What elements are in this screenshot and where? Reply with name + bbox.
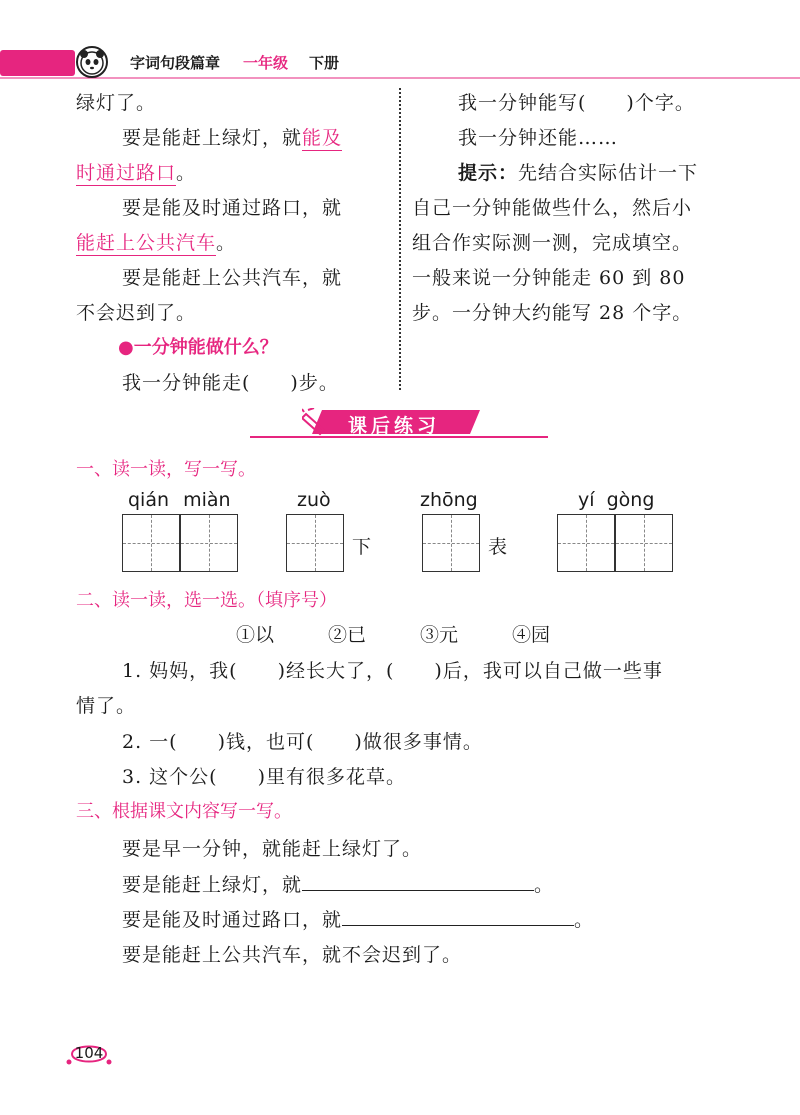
page-number: 104: [74, 1044, 104, 1062]
left-p2-answer-b: 时通过路口: [76, 162, 177, 184]
q1-line2: 情了。: [76, 695, 137, 717]
hint-line4: 一般来说一分钟能走 60 到 80: [412, 267, 686, 289]
hint-line2: 自己一分钟能做些什么，然后小: [412, 197, 693, 219]
option-3: ③元: [420, 624, 459, 646]
left-p2-prefix: 要是能赶上绿灯，就: [122, 127, 303, 149]
s3-line4: 要是能赶上公共汽车，就不会迟到了。: [122, 944, 463, 966]
left-p2-end: 。: [176, 162, 197, 184]
s3-line3: [122, 903, 594, 937]
left-p4-line2: 不会迟到了。: [76, 302, 197, 324]
option-2: ②已: [328, 624, 367, 646]
question-heading: ●一分钟能做什么？: [118, 337, 278, 358]
section3-title: 三、根据课文内容写一写。: [76, 801, 292, 822]
left-p3-answer: 能赶上公共汽车: [76, 232, 217, 254]
left-p2-answer-a: 能及: [302, 127, 343, 149]
s3-line3-end: 。: [574, 909, 595, 931]
q3: 3. 这个公( )里有很多花草。: [122, 766, 406, 788]
writing-box[interactable]: [557, 514, 615, 572]
banner-title: 课后练习: [348, 415, 441, 437]
header-bar: [0, 44, 800, 80]
pinyin-zhong: zhōng: [420, 489, 478, 511]
writing-box[interactable]: [122, 514, 180, 572]
left-p3-line1: 要是能及时通过路口，就: [122, 197, 343, 219]
hint-line5: 步。一分钟大约能写 28 个字。: [412, 302, 693, 324]
pinyin-zuo: zuò: [297, 489, 331, 511]
s3-line3-prefix: 要是能及时通过路口，就: [122, 909, 343, 931]
s3-line2-end: 。: [534, 874, 555, 896]
suffix-biao: 表: [488, 536, 509, 558]
hint-text-1: 先结合实际估计一下: [518, 162, 699, 184]
writing-box[interactable]: [180, 514, 238, 572]
section1-title: 一、读一读，写一写。: [76, 459, 256, 480]
options-row: [236, 620, 550, 647]
writing-box[interactable]: [286, 514, 344, 572]
left-p2-line1: [122, 121, 342, 155]
writing-box[interactable]: [422, 514, 480, 572]
s3-line2-prefix: 要是能赶上绿灯，就: [122, 874, 303, 896]
q2: 2. 一( )钱，也可( )做很多事情。: [122, 731, 483, 753]
pinyin-qian-mian: qián miàn: [128, 489, 231, 511]
grade-label: 一年级: [243, 54, 289, 72]
header-decoration: [0, 44, 800, 80]
book-title: 字词句段篇章: [130, 54, 221, 72]
panda-mascot-icon: [78, 48, 108, 78]
hint-line1: [458, 156, 698, 190]
q1-line1: 1. 妈妈，我( )经长大了，( )后，我可以自己做一些事: [122, 660, 663, 682]
answer-blank[interactable]: [302, 872, 534, 891]
practice-banner: [250, 404, 550, 440]
section2-title: 二、读一读，选一选。（填序号）: [76, 590, 337, 611]
option-1: ①以: [236, 624, 275, 646]
right-line2: 我一分钟还能……: [458, 127, 619, 149]
s3-line2: [122, 868, 554, 902]
hint-label: 提示：: [458, 162, 519, 184]
suffix-xia: 下: [352, 536, 373, 558]
left-p3-line2: [76, 226, 236, 260]
left-p3-end: 。: [216, 232, 237, 254]
column-divider: [399, 88, 401, 390]
left-p4-line1: 要是能赶上公共汽车，就: [122, 267, 343, 289]
page-number-badge: [66, 1040, 112, 1068]
pinyin-yi-gong: yí gòng: [578, 489, 655, 511]
left-p2-line2: [76, 156, 196, 190]
left-q-line1: 我一分钟能走( )步。: [122, 372, 339, 394]
left-p1: 绿灯了。: [76, 92, 157, 114]
hint-line3: 组合作实际测一测，完成填空。: [412, 232, 693, 254]
right-line1: 我一分钟能写( )个字。: [458, 92, 695, 114]
pencil-icon: [302, 408, 332, 436]
volume-label: 下册: [309, 54, 340, 72]
writing-box[interactable]: [615, 514, 673, 572]
s3-line1: 要是早一分钟，就能赶上绿灯了。: [122, 838, 423, 860]
answer-blank[interactable]: [342, 907, 574, 926]
option-4: ④园: [512, 624, 551, 646]
